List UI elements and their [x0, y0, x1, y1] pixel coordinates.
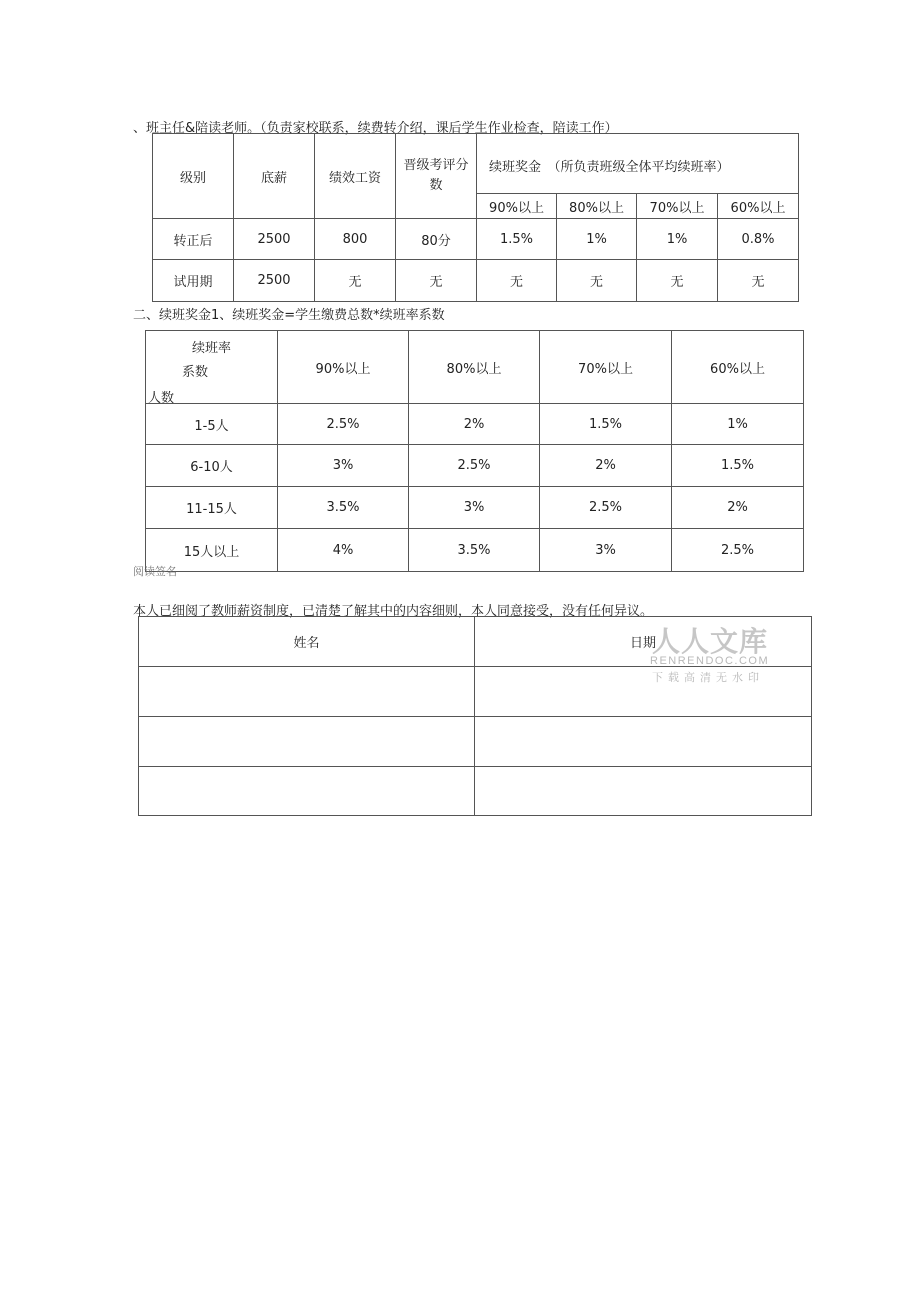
table-row	[139, 767, 812, 816]
row-perf: 无	[315, 260, 396, 302]
tier-header: 90%以上	[477, 194, 557, 219]
column-header: 60%以上	[672, 331, 804, 404]
name-cell[interactable]	[139, 767, 475, 816]
cell-value: 1%	[672, 404, 804, 445]
watermark-logo: 人人文库	[652, 625, 769, 658]
cell-value: 2%	[409, 404, 540, 445]
date-cell[interactable]	[475, 717, 812, 767]
column-header: 80%以上	[409, 331, 540, 404]
cell-value: 2%	[540, 445, 672, 487]
header-perf: 绩效工资	[315, 134, 396, 219]
cell-value: 1.5%	[540, 404, 672, 445]
cell-value: 2%	[672, 487, 804, 529]
row-level: 试用期	[153, 260, 234, 302]
row-exam: 无	[396, 260, 477, 302]
cell-value: 2.5%	[278, 404, 409, 445]
corner-cell	[146, 331, 278, 404]
section2-heading: 二、续班奖金1、续班奖金=学生缴费总数*续班率系数	[133, 308, 445, 323]
column-header: 90%以上	[278, 331, 409, 404]
cell-value: 1.5%	[672, 445, 804, 487]
row-exam: 80分	[396, 219, 477, 260]
tier-header: 60%以上	[718, 194, 799, 219]
table-row	[146, 487, 804, 529]
watermark-tagline: 下载高清无水印	[652, 671, 764, 684]
cell-value: 3.5%	[278, 487, 409, 529]
section1-heading: 、班主任&陪读老师。（负责家校联系，续费转介绍，课后学生作业检查，陪读工作）	[133, 121, 618, 136]
name-cell[interactable]	[139, 717, 475, 767]
header-level: 级别	[153, 134, 234, 219]
row-tier: 无	[557, 260, 637, 302]
row-label: 1-5人	[146, 404, 278, 445]
date-header: 日期	[475, 617, 812, 667]
tier-header: 80%以上	[557, 194, 637, 219]
table-row	[146, 529, 804, 572]
table-row	[146, 404, 804, 445]
row-tier: 无	[477, 260, 557, 302]
signature-label: 阅读签名	[133, 565, 177, 578]
header-base: 底薪	[234, 134, 315, 219]
corner-top: 续班率	[192, 341, 232, 356]
table-row	[153, 260, 799, 302]
header-exam: 晋级考评分数	[396, 134, 477, 219]
signature-statement: 本人已细阅了教师薪资制度，已清楚了解其中的内容细则，本人同意接受，没有任何异议。	[133, 604, 654, 619]
row-tier: 无	[718, 260, 799, 302]
cell-value: 3%	[409, 487, 540, 529]
cell-value: 3%	[278, 445, 409, 487]
name-header: 姓名	[139, 617, 475, 667]
cell-value: 2.5%	[672, 529, 804, 572]
corner-bottom: 人数	[148, 391, 175, 406]
tier-header: 70%以上	[637, 194, 718, 219]
watermark-domain: RENRENDOC.COM	[650, 655, 770, 667]
name-cell[interactable]	[139, 667, 475, 717]
cell-value: 2.5%	[540, 487, 672, 529]
salary-table	[152, 133, 799, 302]
row-tier: 1%	[557, 219, 637, 260]
row-label: 11-15人	[146, 487, 278, 529]
cell-value: 3%	[540, 529, 672, 572]
row-label: 6-10人	[146, 445, 278, 487]
header-bonus: 续班奖金 （所负责班级全体平均续班率）	[477, 134, 799, 194]
cell-value: 4%	[278, 529, 409, 572]
column-header: 70%以上	[540, 331, 672, 404]
table-row	[146, 445, 804, 487]
cell-value: 3.5%	[409, 529, 540, 572]
row-tier: 0.8%	[718, 219, 799, 260]
row-tier: 1.5%	[477, 219, 557, 260]
date-cell[interactable]	[475, 767, 812, 816]
row-base: 2500	[234, 219, 315, 260]
row-level: 转正后	[153, 219, 234, 260]
cell-value: 2.5%	[409, 445, 540, 487]
row-perf: 800	[315, 219, 396, 260]
row-tier: 1%	[637, 219, 718, 260]
table-row	[153, 219, 799, 260]
table-row	[139, 717, 812, 767]
corner-mid: 系数	[182, 365, 209, 380]
row-label: 15人以上	[146, 529, 278, 572]
row-base: 2500	[234, 260, 315, 302]
row-tier: 无	[637, 260, 718, 302]
coefficient-table	[145, 330, 804, 572]
